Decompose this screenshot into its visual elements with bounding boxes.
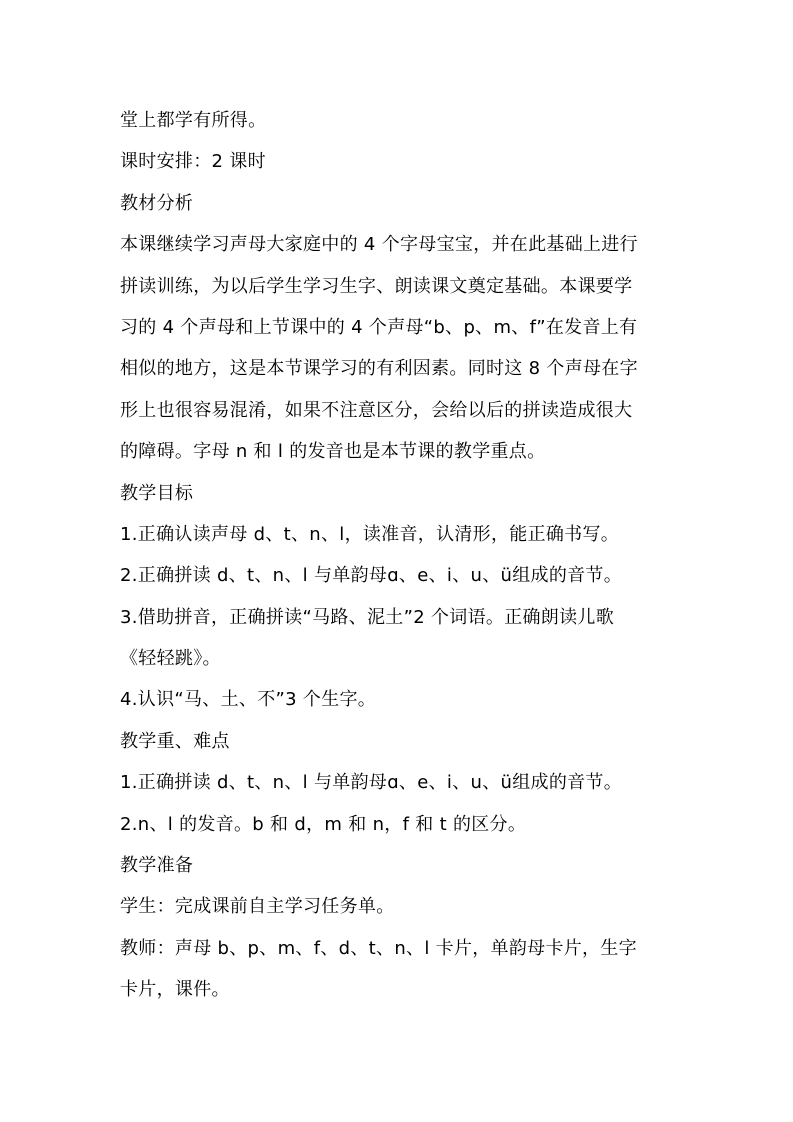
text-line: 拼读训练，为以后学生学习生字、朗读课文奠定基础。本课要学 xyxy=(120,275,633,297)
text-line: 本课继续学习声母大家庭中的 4 个字母宝宝，并在此基础上进行 xyxy=(120,234,638,256)
text-line: 堂上都学有所得。 xyxy=(120,110,267,131)
text-line: 的障碍。字母 n 和 l 的发音也是本节课的教学重点。 xyxy=(120,441,546,463)
list-item: 1.正确拼读 d、t、n、l 与单韵母ɑ、e、i、u、ü组成的音节。 xyxy=(120,772,623,794)
list-item: 1.正确认读声母 d、t、n、l，读准音，认清形，能正确书写。 xyxy=(120,523,620,545)
text-line: 学生：完成课前自主学习任务单。 xyxy=(120,896,395,918)
list-item-continuation: 《轻轻跳》。 xyxy=(120,648,221,670)
text-line: 相似的地方，这是本节课学习的有利因素。同时这 8 个声母在字 xyxy=(120,358,638,380)
section-heading: 教学准备 xyxy=(120,855,194,877)
section-heading: 教学重、难点 xyxy=(120,730,230,752)
text-line: 习的 4 个声母和上节课中的 4 个声母“b、p、m、f”在发音上有 xyxy=(120,316,638,338)
list-item: 2.n、l 的发音。b 和 d，m 和 n，f 和 t 的区分。 xyxy=(120,813,527,835)
text-line: 课时安排：2 课时 xyxy=(120,151,266,173)
list-item: 2.正确拼读 d、t、n、l 与单韵母ɑ、e、i、u、ü组成的音节。 xyxy=(120,565,623,587)
text-line: 教师：声母 b、p、m、f、d、t、n、l 卡片，单韵母卡片，生字 xyxy=(120,937,637,959)
list-item: 3.借助拼音，正确拼读“马路、泥土”2 个词语。正确朗读儿歌 xyxy=(120,606,614,628)
text-line: 形上也很容易混淆，如果不注意区分，会给以后的拼读造成很大 xyxy=(120,399,633,421)
list-item: 4.认识“马、土、不”3 个生字。 xyxy=(120,689,377,711)
section-heading: 教材分析 xyxy=(120,192,194,214)
document-body xyxy=(120,100,680,1011)
section-heading: 教学目标 xyxy=(120,482,194,504)
text-line: 卡片，课件。 xyxy=(120,979,230,1001)
